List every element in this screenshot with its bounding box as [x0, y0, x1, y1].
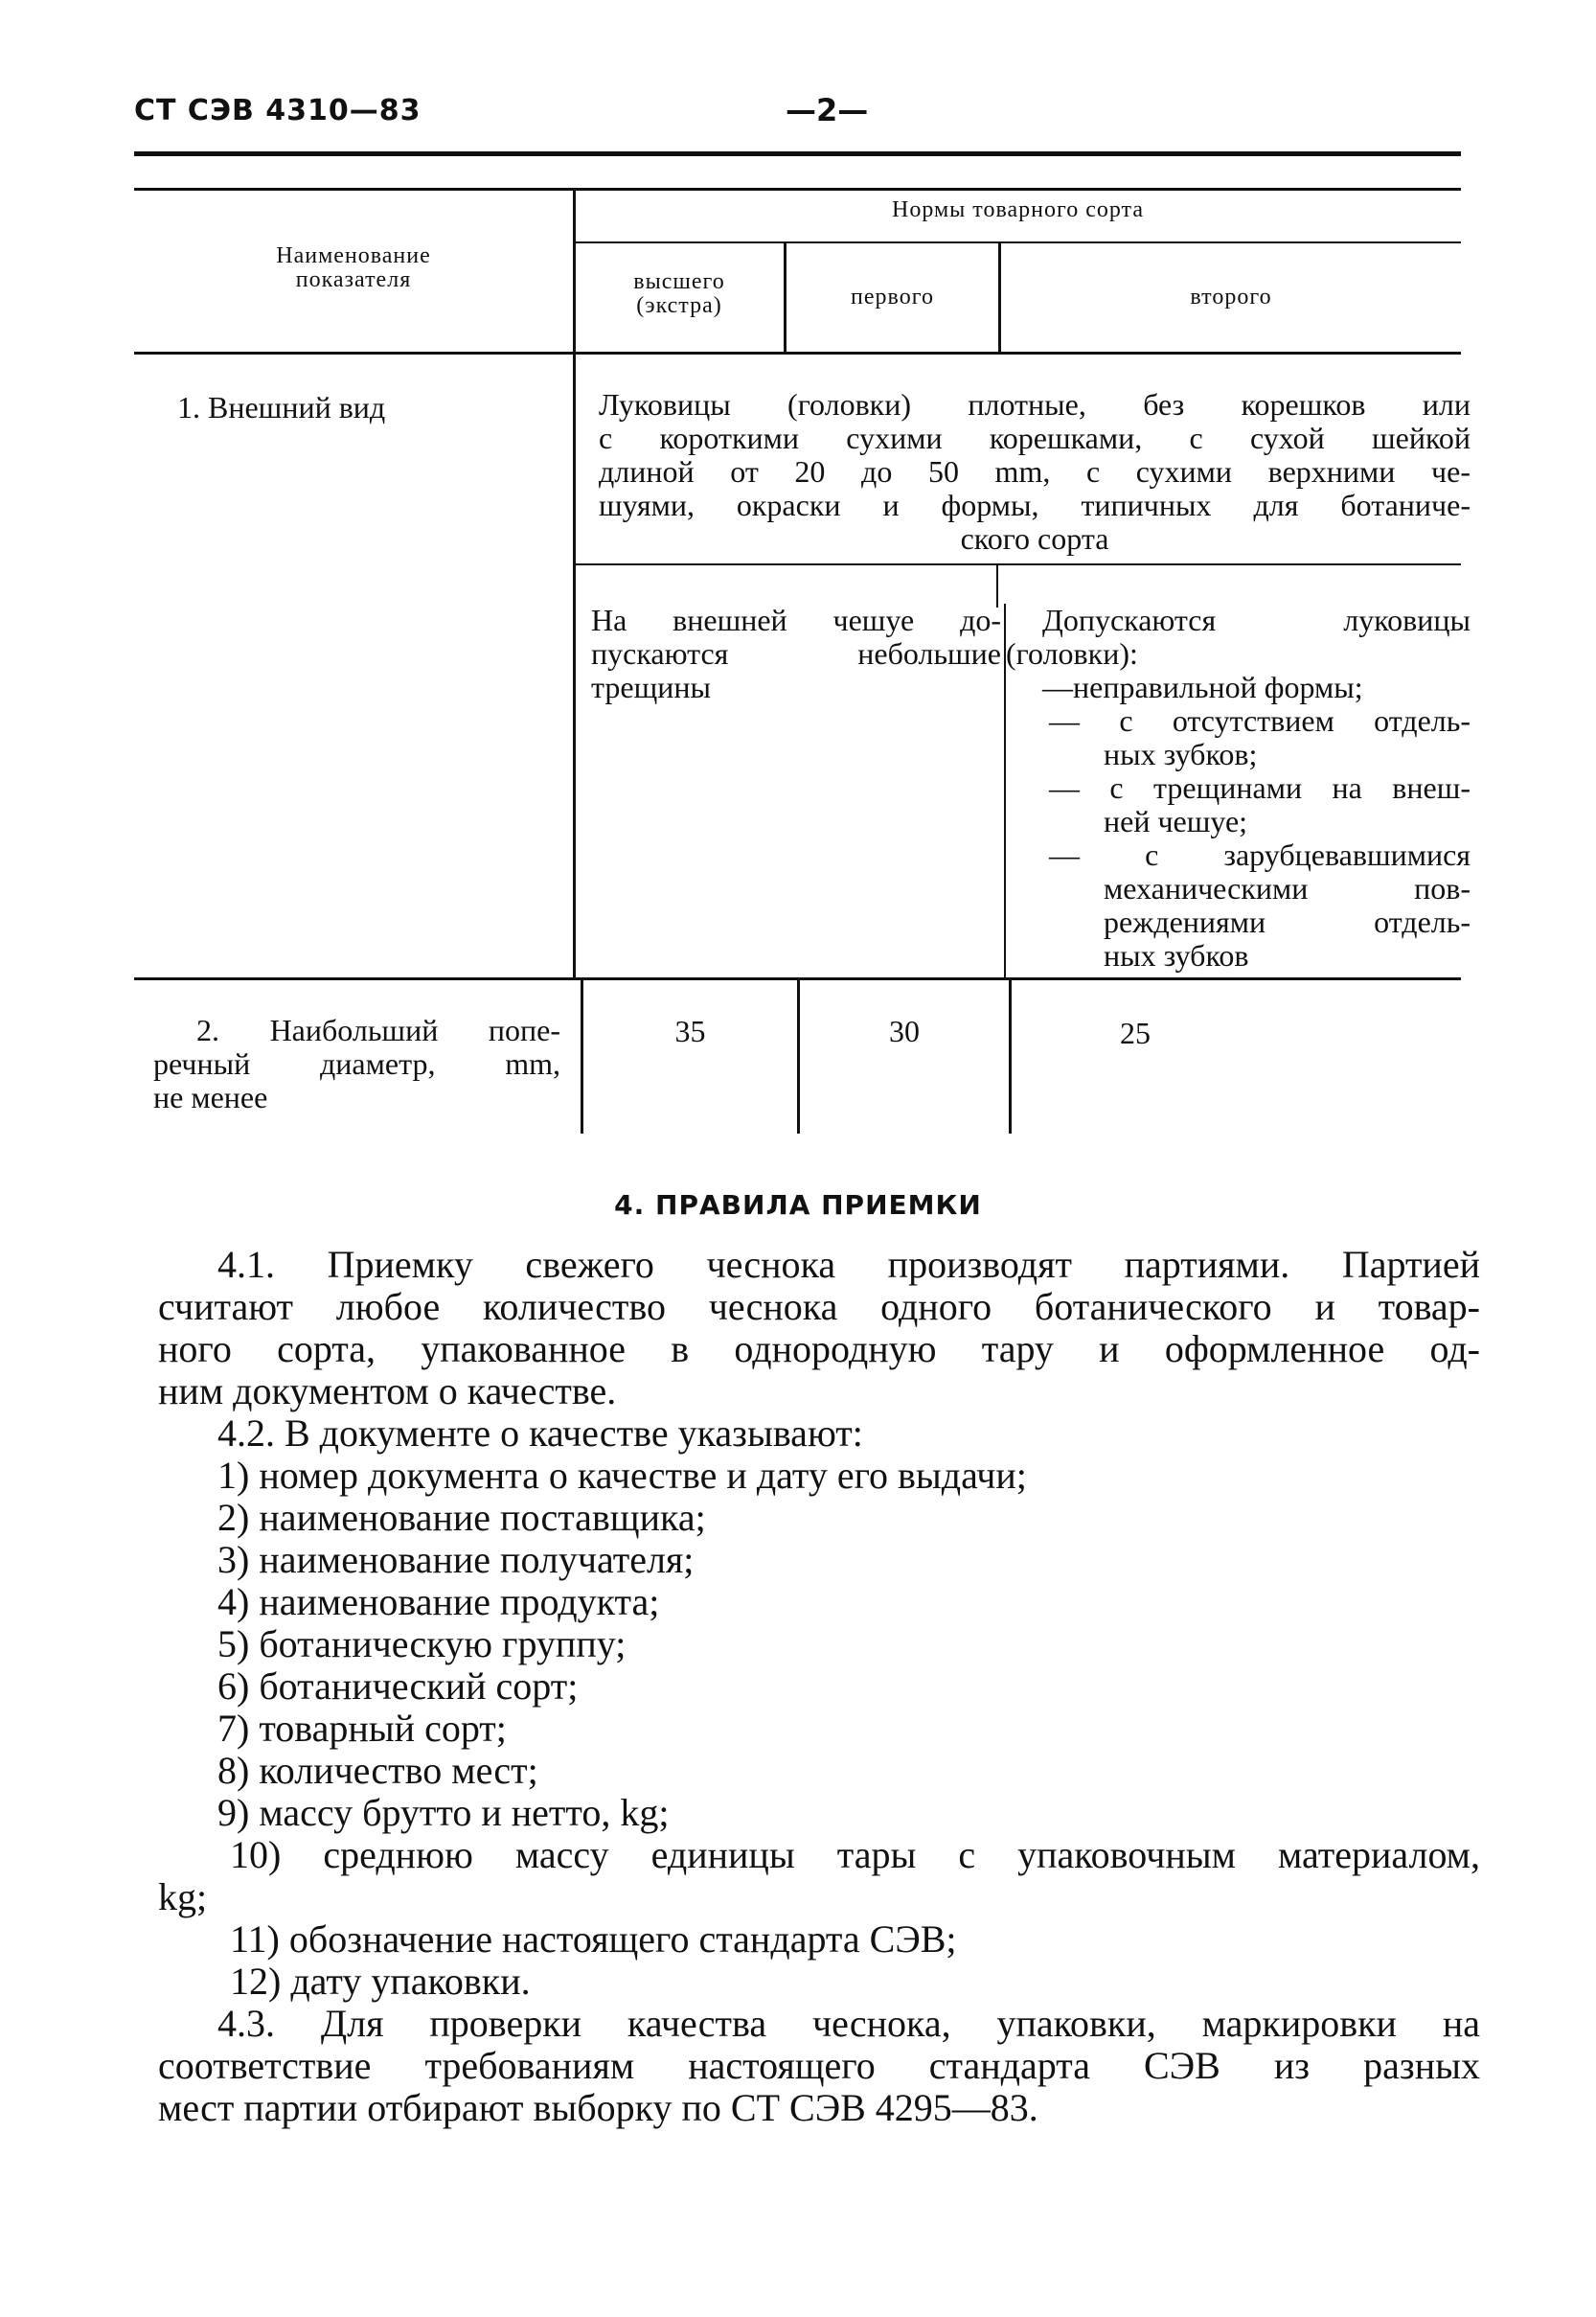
row1-common-text: Луковицы (головки) плотные, без корешков или с короткими сухими корешками, с сухой шейкой длиной от 20 до 50 mm, с сухими верхними че- шуями, окраски и формы, типичных для ботаниче- ского сорта — [599, 387, 1471, 556]
page-number: —2— — [786, 92, 869, 128]
list-item: 9) массу брутто и нетто, kg; — [217, 1791, 670, 1834]
row1-label: 1. Внешний вид — [177, 390, 386, 424]
second-grade-item-3: — с трещинами на внеш- ней чешуе; — [1049, 770, 1471, 838]
header-rule — [134, 151, 1461, 156]
list-item: 6) ботанический сорт; — [217, 1664, 579, 1708]
indicator-column-header: Наименование показателя — [276, 243, 431, 292]
grade-header-highest: высшего (экстра) — [633, 269, 725, 318]
list-item: 5) ботаническую группу; — [217, 1622, 627, 1665]
row2-vline-1 — [581, 980, 583, 1134]
row1-second-grade-text: Допускаются луковицы (головки): —неправильной формы; — с отсутствием отдель- ных зубков; — с трещинами на внеш- ней чешуе; — с зарубцевавшимися механическими пов- реждениями отдель- ных зубков — [1006, 603, 1471, 973]
row2-vline-2 — [797, 980, 800, 1134]
row2-vline-3 — [1009, 980, 1012, 1134]
row1-first-grade-text: На внешней чешуе до- пускаются небольшие трещины — [591, 603, 1001, 704]
row1-common-bottom-rule — [575, 563, 1461, 565]
list-item: 1) номер документа о качестве и дату его выдачи; — [217, 1454, 1027, 1497]
table-top-rule — [134, 188, 1461, 191]
list-item: 2) наименование поставщика; — [217, 1496, 706, 1539]
document-contents-list — [217, 1455, 1027, 1834]
paragraph-4-1: 4.1. Приемку свежего чеснока производят партиями. Партией считают любое количество чеснока одного ботанического и товар- ного сорта, упакованное в однородную тару и оформленное од- ним документом о качестве. — [158, 1243, 1480, 1412]
standard-id: СТ СЭВ 4310—83 — [134, 94, 422, 127]
section-title: 4. ПРАВИЛА ПРИЕМКИ — [614, 1189, 982, 1221]
list-item-10: 10) среднюю массу единицы тары с упаковочным материалом, kg; — [158, 1833, 1480, 1918]
grade-header-first: первого — [851, 285, 934, 310]
paragraph-4-2: 4.2. В документе о качестве указывают: — [217, 1411, 863, 1455]
norms-header-rule — [573, 241, 1461, 243]
row1-vline-split-top — [996, 563, 998, 608]
second-grade-item-1: —неправильной формы; — [1042, 670, 1363, 704]
list-item: 12) дату упаковки. — [230, 1960, 531, 2003]
row2-label: 2. Наибольший попе- речный диаметр, mm, не менее — [153, 1013, 560, 1114]
second-grade-item-2: — с отсутствием отдель- ных зубков; — [1049, 703, 1471, 771]
document-contents-list-tail — [230, 1918, 957, 2003]
second-grade-item-4: — с зарубцевавшимися механическими пов- реждениями отдель- ных зубков — [1049, 837, 1471, 973]
table-header-bottom-rule — [134, 352, 1461, 355]
row1-vline-left — [573, 355, 576, 977]
list-item: 7) товарный сорт; — [217, 1707, 507, 1750]
norms-header: Нормы товарного сорта — [892, 197, 1144, 222]
row2-highest-value: 35 — [674, 1014, 706, 1048]
paragraph-4-3: 4.3. Для проверки качества чеснока, упаковки, маркировки на соответствие требованиям настоящего стандарта СЭВ из разных мест партии отбирают выборку по СТ СЭВ 4295—83. — [158, 2002, 1480, 2129]
list-item: 11) обозначение настоящего стандарта СЭВ; — [230, 1917, 957, 1961]
row2-first-value: 30 — [889, 1014, 920, 1048]
row2-second-value: 25 — [1120, 1016, 1151, 1050]
list-item: 8) количество мест; — [217, 1749, 538, 1792]
list-item: 3) наименование получателя; — [217, 1538, 695, 1581]
grade-header-second: второго — [1190, 285, 1272, 310]
list-item: 4) наименование продукта; — [217, 1580, 660, 1623]
